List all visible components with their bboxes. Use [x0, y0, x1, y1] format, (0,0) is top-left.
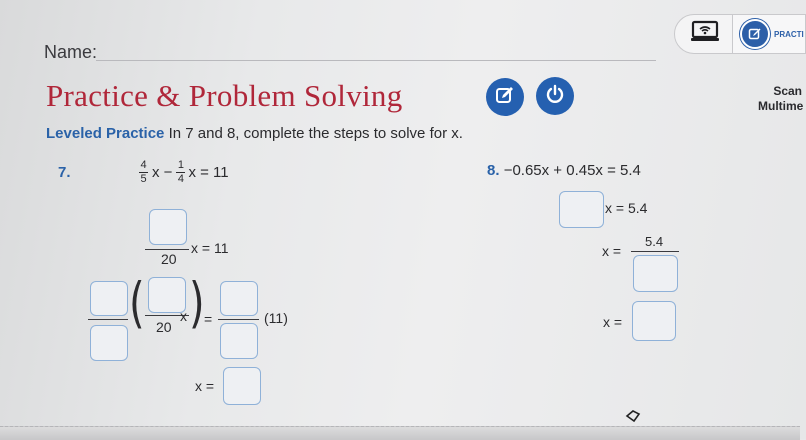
problem-7-equation — [138, 160, 229, 185]
page-edge — [0, 426, 800, 440]
fraction-bar — [88, 319, 128, 320]
screen-cast-button[interactable] — [674, 14, 736, 54]
leveled-practice-label: Leveled Practice — [46, 125, 165, 142]
problem-8-equation: −0.65x + 0.45x = 5.4 — [503, 162, 641, 179]
practice-button[interactable] — [732, 14, 806, 54]
wifi-screen-icon — [690, 20, 720, 49]
problem-7-number: 7. — [58, 164, 71, 181]
page-title: Practice & Problem Solving — [46, 78, 403, 113]
answer-box-8b[interactable] — [633, 255, 678, 292]
answer-box-8c[interactable] — [632, 301, 676, 341]
multimedia-label: Multime — [758, 99, 804, 113]
value-11: (11) — [264, 310, 288, 326]
answer-box-7a[interactable] — [149, 209, 187, 245]
name-label: Name: — [44, 42, 98, 62]
fraction-bar — [218, 319, 259, 320]
step-7a-rest: x = 11 — [191, 240, 229, 256]
instructions-text: In 7 and 8, complete the steps to solve for x. — [168, 125, 463, 142]
denominator-20: 20 — [156, 319, 172, 335]
name-line — [96, 60, 656, 61]
scan-label: Scan — [773, 84, 802, 98]
problem-8-number: 8. — [487, 162, 500, 179]
instructions — [46, 125, 463, 142]
edit-button[interactable] — [486, 78, 524, 116]
variable-x: x — [180, 308, 187, 324]
step-8a-rest: x = 5.4 — [605, 200, 648, 216]
answer-box-7b[interactable] — [90, 281, 128, 316]
step-8b-lhs: x = — [602, 243, 622, 259]
pointer-icon — [626, 409, 640, 427]
edit-icon — [494, 84, 516, 111]
fraction-bar — [631, 251, 679, 252]
equals-sign: = — [204, 311, 213, 327]
answer-box-7g[interactable] — [223, 367, 261, 405]
minus-term: x − — [152, 164, 173, 181]
right-parenthesis: ) — [189, 272, 205, 336]
top-toolbar — [672, 14, 804, 54]
answer-box-7f[interactable] — [220, 323, 258, 359]
x-equals-label: x = — [195, 378, 215, 394]
fraction-bar — [145, 249, 189, 250]
denominator-20: 20 — [161, 251, 177, 267]
fraction-1-4: $\frac{1}{4}$ — [177, 159, 184, 185]
power-icon — [544, 83, 566, 110]
answer-box-7e[interactable] — [220, 281, 258, 316]
left-parenthesis: ( — [129, 272, 145, 336]
problem-8-header — [487, 162, 641, 179]
equation-rest: x = 11 — [188, 164, 229, 181]
answer-box-8a[interactable] — [559, 191, 604, 228]
answer-box-7c[interactable] — [90, 325, 128, 361]
x-equals-label: x = — [603, 314, 623, 330]
power-button[interactable] — [536, 77, 574, 115]
fraction-4-5: $\frac{4}{5}$ — [140, 159, 147, 185]
practice-icon — [740, 19, 770, 49]
scan-multimedia-link[interactable] — [758, 84, 802, 114]
practice-button-label: PRACTI — [774, 29, 804, 39]
numerator-5-4: 5.4 — [645, 234, 664, 249]
